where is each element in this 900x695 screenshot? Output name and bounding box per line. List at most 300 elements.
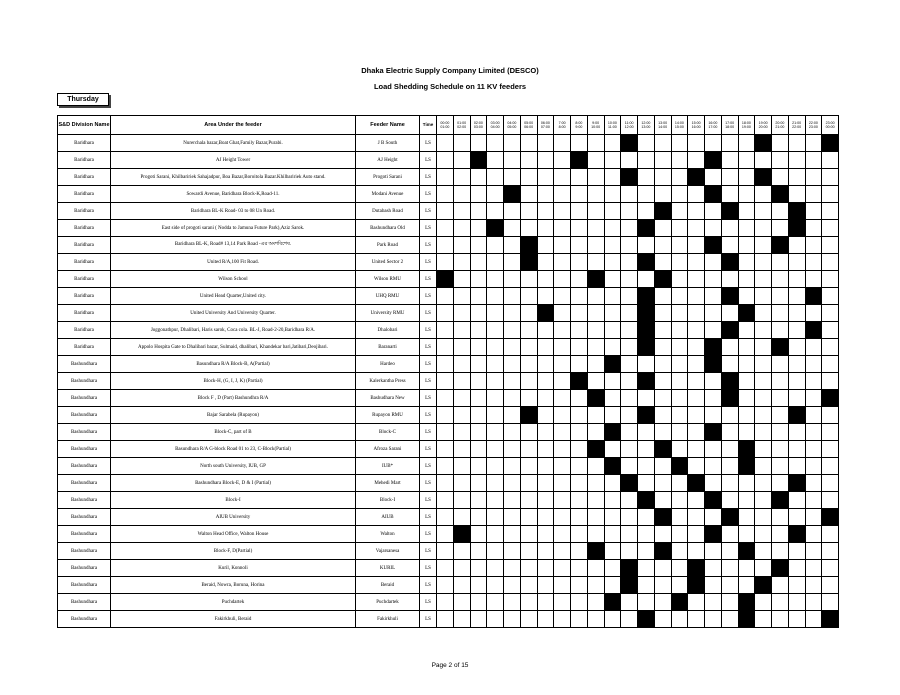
shedding-slot bbox=[520, 186, 537, 203]
shedding-slot bbox=[688, 390, 705, 407]
shedding-slot bbox=[520, 288, 537, 305]
shedding-slot bbox=[638, 186, 655, 203]
time-slot-header bbox=[788, 116, 805, 135]
shedding-slot bbox=[554, 492, 571, 509]
shedding-slot bbox=[654, 237, 671, 254]
shedding-slot-filled bbox=[721, 373, 738, 390]
shedding-slot bbox=[738, 509, 755, 526]
shedding-slot bbox=[453, 424, 470, 441]
shedding-slot bbox=[537, 220, 554, 237]
shedding-slot bbox=[621, 237, 638, 254]
shedding-slot bbox=[638, 169, 655, 186]
shedding-slot bbox=[520, 611, 537, 628]
shedding-slot bbox=[504, 220, 521, 237]
shedding-slot bbox=[654, 288, 671, 305]
area-cell: AIUB University bbox=[111, 509, 356, 526]
shedding-slot bbox=[654, 186, 671, 203]
shedding-slot bbox=[721, 305, 738, 322]
feeder-cell: Wilson RMU bbox=[356, 271, 420, 288]
shedding-slot bbox=[671, 152, 688, 169]
shedding-slot bbox=[470, 237, 487, 254]
time-cell: LS bbox=[420, 560, 437, 577]
shedding-slot bbox=[721, 339, 738, 356]
feeder-cell: Fakirkhuli bbox=[356, 611, 420, 628]
shedding-slot bbox=[487, 475, 504, 492]
area-cell: Sowardi Avenue, Baridhara Block-K,Road-11. bbox=[111, 186, 356, 203]
shedding-slot bbox=[554, 254, 571, 271]
slot-end: 16:00 bbox=[691, 125, 701, 129]
shedding-slot-filled bbox=[738, 543, 755, 560]
shedding-slot bbox=[788, 339, 805, 356]
shedding-slot bbox=[705, 322, 722, 339]
shedding-slot-filled bbox=[788, 220, 805, 237]
slot-start: 01:00 bbox=[457, 120, 467, 125]
shedding-slot bbox=[755, 594, 772, 611]
day-label: Thursday bbox=[57, 93, 109, 106]
slot-start: 9:00 bbox=[592, 120, 600, 125]
shedding-slot bbox=[671, 322, 688, 339]
shedding-slot bbox=[554, 509, 571, 526]
shedding-slot-filled bbox=[654, 543, 671, 560]
shedding-slot bbox=[688, 594, 705, 611]
shedding-slot bbox=[638, 237, 655, 254]
shedding-slot bbox=[487, 441, 504, 458]
time-cell: LS bbox=[420, 458, 437, 475]
shedding-slot bbox=[587, 373, 604, 390]
shedding-slot bbox=[487, 288, 504, 305]
shedding-slot bbox=[504, 271, 521, 288]
shedding-slot bbox=[721, 356, 738, 373]
shedding-slot bbox=[705, 220, 722, 237]
shedding-slot-filled bbox=[755, 577, 772, 594]
shedding-slot bbox=[788, 509, 805, 526]
shedding-slot bbox=[537, 135, 554, 152]
shedding-slot bbox=[654, 373, 671, 390]
shedding-slot bbox=[638, 594, 655, 611]
time-cell: LS bbox=[420, 186, 437, 203]
area-cell: North south University, IUB, GP bbox=[111, 458, 356, 475]
shedding-slot bbox=[537, 169, 554, 186]
shedding-slot bbox=[587, 220, 604, 237]
shedding-slot bbox=[721, 577, 738, 594]
table-row bbox=[58, 407, 839, 424]
shedding-slot bbox=[788, 305, 805, 322]
shedding-slot bbox=[487, 271, 504, 288]
shedding-slot bbox=[604, 339, 621, 356]
area-cell: Kuril, Konnoli bbox=[111, 560, 356, 577]
shedding-slot bbox=[621, 424, 638, 441]
shedding-slot-filled bbox=[721, 322, 738, 339]
shedding-slot bbox=[571, 526, 588, 543]
slot-end: 22:00 bbox=[792, 125, 802, 129]
shedding-slot bbox=[688, 322, 705, 339]
shedding-slot bbox=[805, 611, 822, 628]
shedding-slot bbox=[822, 186, 839, 203]
shedding-slot bbox=[822, 339, 839, 356]
shedding-slot bbox=[554, 339, 571, 356]
shedding-slot bbox=[587, 152, 604, 169]
feeder-cell: Afroza Sarani bbox=[356, 441, 420, 458]
shedding-slot bbox=[688, 271, 705, 288]
shedding-slot bbox=[822, 220, 839, 237]
shedding-slot bbox=[587, 203, 604, 220]
shedding-slot bbox=[772, 458, 789, 475]
table-row bbox=[58, 339, 839, 356]
shedding-slot bbox=[470, 611, 487, 628]
shedding-slot bbox=[705, 203, 722, 220]
shedding-slot bbox=[453, 475, 470, 492]
shedding-slot bbox=[822, 560, 839, 577]
shedding-slot bbox=[721, 169, 738, 186]
shedding-slot bbox=[453, 322, 470, 339]
shedding-slot bbox=[587, 594, 604, 611]
feeder-cell: Bashudhara New bbox=[356, 390, 420, 407]
schedule-subtitle: Load Shedding Schedule on 11 KV feeders bbox=[373, 82, 527, 91]
shedding-slot-filled bbox=[571, 152, 588, 169]
shedding-slot bbox=[571, 424, 588, 441]
shedding-slot bbox=[504, 203, 521, 220]
shedding-slot bbox=[437, 526, 454, 543]
shedding-slot bbox=[504, 288, 521, 305]
feeder-cell: Modani Avenue bbox=[356, 186, 420, 203]
shedding-slot bbox=[822, 407, 839, 424]
shedding-slot bbox=[755, 237, 772, 254]
shedding-slot bbox=[554, 594, 571, 611]
shedding-slot bbox=[437, 237, 454, 254]
shedding-slot bbox=[554, 288, 571, 305]
shedding-slot bbox=[638, 424, 655, 441]
shedding-slot bbox=[805, 594, 822, 611]
feeder-cell: Dutabash Road bbox=[356, 203, 420, 220]
time-slot-header bbox=[587, 116, 604, 135]
shedding-slot bbox=[453, 458, 470, 475]
shedding-slot bbox=[504, 237, 521, 254]
shedding-slot bbox=[520, 203, 537, 220]
shedding-slot bbox=[654, 152, 671, 169]
shedding-slot bbox=[755, 152, 772, 169]
shedding-slot bbox=[721, 220, 738, 237]
shedding-slot bbox=[621, 492, 638, 509]
shedding-slot bbox=[654, 526, 671, 543]
shedding-slot bbox=[621, 373, 638, 390]
shedding-slot bbox=[822, 577, 839, 594]
shedding-slot-filled bbox=[638, 305, 655, 322]
shedding-slot bbox=[705, 271, 722, 288]
shedding-slot bbox=[470, 288, 487, 305]
shedding-slot bbox=[554, 305, 571, 322]
shedding-slot-filled bbox=[671, 458, 688, 475]
shedding-slot bbox=[788, 458, 805, 475]
shedding-slot bbox=[437, 492, 454, 509]
shedding-slot bbox=[487, 237, 504, 254]
shedding-slot bbox=[504, 509, 521, 526]
shedding-slot bbox=[571, 220, 588, 237]
shedding-slot bbox=[738, 271, 755, 288]
shedding-slot bbox=[621, 543, 638, 560]
shedding-slot bbox=[822, 271, 839, 288]
shedding-slot bbox=[688, 237, 705, 254]
area-cell: Joggonathpur, Dhalibari, Haris sarok, Coca cola. BL-J, Road-2-20,Baridhara R/A. bbox=[111, 322, 356, 339]
shedding-slot bbox=[587, 458, 604, 475]
shedding-slot bbox=[604, 611, 621, 628]
shedding-slot-filled bbox=[772, 186, 789, 203]
time-slot-header bbox=[688, 116, 705, 135]
shedding-slot-filled bbox=[705, 526, 722, 543]
shedding-slot bbox=[554, 186, 571, 203]
shedding-slot bbox=[604, 509, 621, 526]
shedding-slot bbox=[437, 339, 454, 356]
area-cell: Block F , D (Part) Bashundhra R/A bbox=[111, 390, 356, 407]
shedding-slot bbox=[437, 458, 454, 475]
shedding-slot bbox=[470, 135, 487, 152]
shedding-slot bbox=[437, 373, 454, 390]
shedding-slot bbox=[805, 577, 822, 594]
shedding-slot bbox=[537, 526, 554, 543]
slot-start: 11:00 bbox=[624, 120, 634, 125]
slot-end: 15:00 bbox=[674, 125, 684, 129]
shedding-slot bbox=[453, 577, 470, 594]
shedding-slot bbox=[688, 186, 705, 203]
shedding-slot-filled bbox=[587, 543, 604, 560]
shedding-slot-filled bbox=[688, 577, 705, 594]
shedding-slot bbox=[437, 254, 454, 271]
shedding-slot bbox=[654, 594, 671, 611]
schedule-table bbox=[57, 115, 839, 628]
shedding-slot bbox=[805, 509, 822, 526]
slot-start: 02:00 bbox=[473, 120, 483, 125]
division-cell: Baridhara bbox=[58, 322, 111, 339]
shedding-slot bbox=[520, 560, 537, 577]
shedding-slot bbox=[705, 288, 722, 305]
slot-end: 10:00 bbox=[591, 125, 601, 129]
shedding-slot bbox=[437, 611, 454, 628]
shedding-slot-filled bbox=[822, 135, 839, 152]
area-cell: Appolo Hospita Gate to Dhalibari bazar, Sulmaid, dhalibari, Khandekar bari,Jatibari,Deojibari. bbox=[111, 339, 356, 356]
feeder-cell: Dhalobari bbox=[356, 322, 420, 339]
shedding-slot bbox=[705, 543, 722, 560]
shedding-slot bbox=[487, 458, 504, 475]
division-cell: Bashundhara bbox=[58, 560, 111, 577]
shedding-slot-filled bbox=[621, 560, 638, 577]
shedding-slot bbox=[621, 356, 638, 373]
shedding-slot bbox=[654, 356, 671, 373]
shedding-slot-filled bbox=[638, 322, 655, 339]
shedding-slot-filled bbox=[571, 373, 588, 390]
shedding-slot bbox=[805, 305, 822, 322]
time-cell: LS bbox=[420, 254, 437, 271]
shedding-slot bbox=[571, 543, 588, 560]
shedding-slot bbox=[453, 390, 470, 407]
shedding-slot bbox=[671, 135, 688, 152]
shedding-slot bbox=[688, 407, 705, 424]
time-slot-header bbox=[638, 116, 655, 135]
shedding-slot bbox=[772, 577, 789, 594]
shedding-slot bbox=[788, 424, 805, 441]
shedding-slot bbox=[755, 526, 772, 543]
feeder-cell: Mehedi Mart bbox=[356, 475, 420, 492]
shedding-slot bbox=[453, 543, 470, 560]
shedding-slot bbox=[604, 543, 621, 560]
shedding-slot bbox=[705, 407, 722, 424]
shedding-slot bbox=[638, 203, 655, 220]
shedding-slot bbox=[772, 475, 789, 492]
shedding-slot bbox=[487, 560, 504, 577]
shedding-slot bbox=[554, 390, 571, 407]
shedding-slot bbox=[520, 441, 537, 458]
shedding-slot bbox=[487, 390, 504, 407]
shedding-slot bbox=[437, 543, 454, 560]
division-cell: Bashundhara bbox=[58, 390, 111, 407]
shedding-slot bbox=[453, 169, 470, 186]
shedding-slot bbox=[504, 152, 521, 169]
shedding-slot bbox=[805, 407, 822, 424]
division-cell: Baridhara bbox=[58, 152, 111, 169]
shedding-slot bbox=[738, 339, 755, 356]
shedding-slot bbox=[604, 322, 621, 339]
table-row bbox=[58, 220, 839, 237]
shedding-slot bbox=[671, 424, 688, 441]
shedding-slot bbox=[520, 577, 537, 594]
shedding-slot-filled bbox=[638, 492, 655, 509]
shedding-slot bbox=[571, 407, 588, 424]
slot-end: 00:00 bbox=[825, 125, 835, 129]
area-cell: Block-C, part of B bbox=[111, 424, 356, 441]
shedding-slot bbox=[638, 526, 655, 543]
shedding-slot bbox=[671, 186, 688, 203]
shedding-slot bbox=[721, 441, 738, 458]
shedding-slot bbox=[721, 458, 738, 475]
shedding-slot bbox=[772, 152, 789, 169]
shedding-slot bbox=[738, 373, 755, 390]
division-cell: Baridhara bbox=[58, 169, 111, 186]
shedding-slot bbox=[537, 577, 554, 594]
area-cell: United Head Quarter,United city. bbox=[111, 288, 356, 305]
time-cell: LS bbox=[420, 424, 437, 441]
shedding-slot bbox=[470, 322, 487, 339]
slot-end: 04:00 bbox=[490, 125, 500, 129]
shedding-slot bbox=[738, 237, 755, 254]
shedding-slot-filled bbox=[638, 254, 655, 271]
shedding-slot bbox=[453, 237, 470, 254]
shedding-slot bbox=[537, 441, 554, 458]
table-row bbox=[58, 254, 839, 271]
shedding-slot bbox=[654, 135, 671, 152]
time-cell: LS bbox=[420, 339, 437, 356]
shedding-slot bbox=[537, 458, 554, 475]
feeder-cell: Baranarti bbox=[356, 339, 420, 356]
table-row bbox=[58, 526, 839, 543]
slot-end: 11:00 bbox=[608, 125, 617, 129]
time-cell: LS bbox=[420, 407, 437, 424]
shedding-slot bbox=[654, 322, 671, 339]
shedding-slot-filled bbox=[822, 509, 839, 526]
shedding-slot bbox=[688, 611, 705, 628]
shedding-slot bbox=[755, 407, 772, 424]
shedding-slot bbox=[470, 475, 487, 492]
shedding-slot-filled bbox=[638, 339, 655, 356]
shedding-slot bbox=[604, 492, 621, 509]
shedding-slot bbox=[554, 526, 571, 543]
table-row bbox=[58, 169, 839, 186]
shedding-slot bbox=[654, 169, 671, 186]
shedding-slot bbox=[571, 509, 588, 526]
shedding-slot-filled bbox=[453, 526, 470, 543]
division-cell: Baridhara bbox=[58, 305, 111, 322]
shedding-slot bbox=[537, 339, 554, 356]
shedding-slot bbox=[554, 271, 571, 288]
shedding-slot bbox=[437, 322, 454, 339]
shedding-slot-filled bbox=[604, 424, 621, 441]
shedding-slot bbox=[805, 135, 822, 152]
shedding-slot bbox=[453, 560, 470, 577]
shedding-slot bbox=[604, 237, 621, 254]
shedding-slot bbox=[571, 271, 588, 288]
shedding-slot bbox=[621, 390, 638, 407]
shedding-slot bbox=[621, 509, 638, 526]
division-cell: Baridhara bbox=[58, 203, 111, 220]
slot-end: 07:00 bbox=[540, 125, 550, 129]
shedding-slot bbox=[772, 220, 789, 237]
table-row bbox=[58, 458, 839, 475]
feeder-cell: Kalerkantha Press bbox=[356, 373, 420, 390]
table-row bbox=[58, 237, 839, 254]
time-slot-header bbox=[705, 116, 722, 135]
shedding-slot bbox=[671, 305, 688, 322]
time-header: Time bbox=[420, 116, 437, 135]
table-row bbox=[58, 356, 839, 373]
shedding-slot bbox=[504, 169, 521, 186]
shedding-slot bbox=[772, 322, 789, 339]
shedding-slot bbox=[654, 305, 671, 322]
shedding-slot bbox=[805, 237, 822, 254]
shedding-slot-filled bbox=[772, 237, 789, 254]
shedding-slot bbox=[688, 424, 705, 441]
shedding-slot bbox=[755, 475, 772, 492]
shedding-slot bbox=[654, 407, 671, 424]
shedding-slot bbox=[738, 220, 755, 237]
area-cell: Fakirkhuli, Beraid bbox=[111, 611, 356, 628]
shedding-slot bbox=[437, 475, 454, 492]
shedding-slot bbox=[738, 492, 755, 509]
feeder-header: Feeder Name bbox=[356, 116, 420, 135]
shedding-slot bbox=[470, 441, 487, 458]
shedding-slot bbox=[805, 169, 822, 186]
time-slot-header bbox=[453, 116, 470, 135]
shedding-slot bbox=[604, 220, 621, 237]
division-cell: Bashundhara bbox=[58, 356, 111, 373]
shedding-slot bbox=[721, 186, 738, 203]
shedding-slot bbox=[755, 356, 772, 373]
time-slot-header bbox=[437, 116, 454, 135]
shedding-slot bbox=[822, 441, 839, 458]
shedding-slot-filled bbox=[738, 611, 755, 628]
shedding-slot-filled bbox=[788, 475, 805, 492]
shedding-slot bbox=[437, 135, 454, 152]
shedding-slot bbox=[470, 186, 487, 203]
shedding-slot bbox=[638, 543, 655, 560]
shedding-slot bbox=[504, 458, 521, 475]
shedding-slot bbox=[688, 305, 705, 322]
shedding-slot bbox=[805, 373, 822, 390]
slot-end: 01:00 bbox=[440, 125, 450, 129]
shedding-slot bbox=[705, 594, 722, 611]
time-cell: LS bbox=[420, 577, 437, 594]
shedding-slot bbox=[822, 373, 839, 390]
shedding-slot bbox=[587, 424, 604, 441]
time-cell: LS bbox=[420, 237, 437, 254]
shedding-slot bbox=[520, 152, 537, 169]
shedding-slot bbox=[587, 254, 604, 271]
